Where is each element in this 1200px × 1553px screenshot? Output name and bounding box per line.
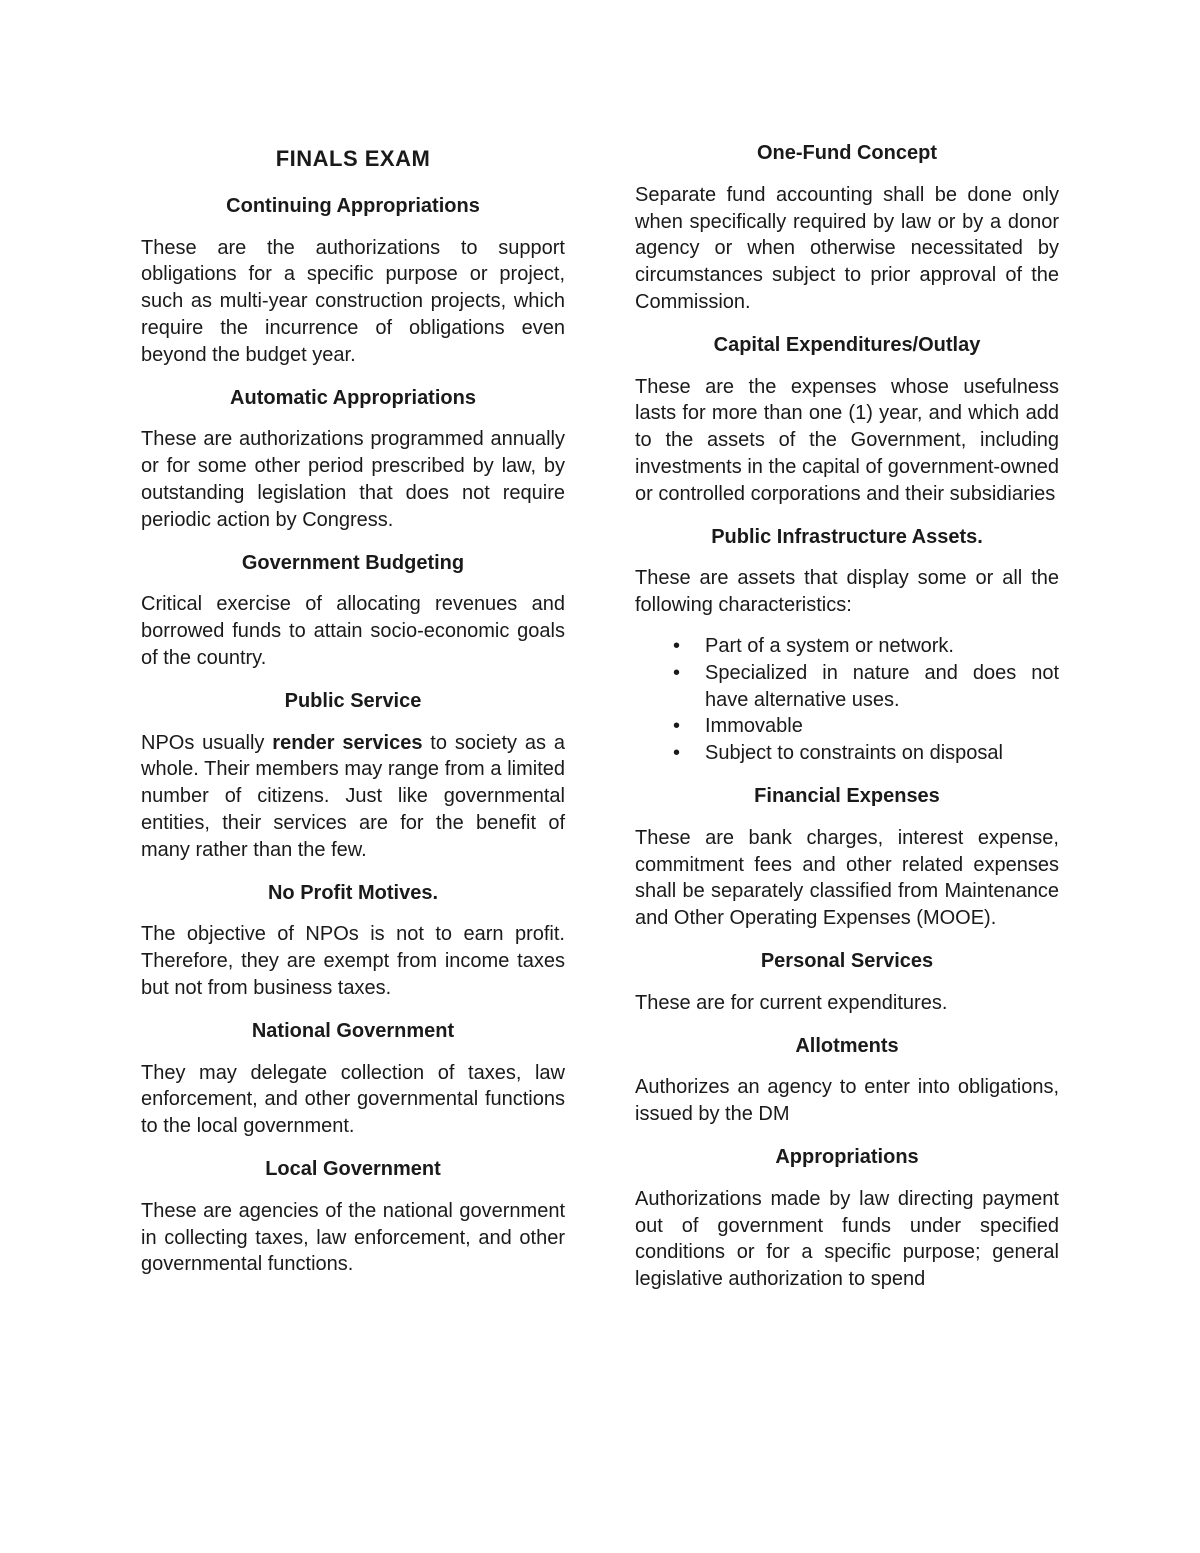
section-body: The objective of NPOs is not to earn profit. Therefore, they are exempt from income taxes but not from business taxes. bbox=[141, 923, 565, 999]
section-public-service bbox=[141, 688, 565, 864]
section-heading: Allotments bbox=[795, 1034, 899, 1057]
section-heading: One-Fund Concept bbox=[757, 142, 937, 164]
bullet-icon: • bbox=[673, 715, 681, 738]
section-heading: Personal Services bbox=[760, 949, 934, 972]
right-column bbox=[635, 140, 1059, 1309]
list-item bbox=[635, 740, 1059, 767]
section-heading: Continuing Appropriations bbox=[226, 194, 480, 217]
section-body bbox=[141, 730, 565, 864]
section-body: Separate fund accounting shall be done only when specifically required by law or by a donor agency or when otherwise necessitated by circumstances subject to prior approval of the Commission. bbox=[635, 183, 1059, 313]
list-item bbox=[635, 660, 1059, 714]
section-personal-services bbox=[635, 948, 1059, 1017]
bullet-icon: • bbox=[673, 742, 681, 765]
section-one-fund-concept bbox=[635, 140, 1059, 316]
section-continuing-appropriations bbox=[141, 193, 565, 369]
list-item-text: Specialized in nature and does not have alternative uses. bbox=[705, 661, 1059, 711]
section-local-government bbox=[141, 1156, 565, 1278]
section-heading: No Profit Motives. bbox=[267, 881, 438, 904]
section-body: These are assets that display some or all the following characteristics: bbox=[635, 567, 1059, 617]
section-body: They may delegate collection of taxes, law enforcement, and other governmental functions to the local government. bbox=[141, 1061, 565, 1138]
section-heading: Public Infrastructure Assets. bbox=[711, 525, 983, 548]
section-body: Authorizations made by law directing payment out of government funds under specified conditions or for a specific purpose; general legislative authorization to spend bbox=[635, 1187, 1059, 1291]
characteristics-list bbox=[635, 633, 1059, 767]
section-heading: Government Budgeting bbox=[241, 551, 465, 574]
list-item bbox=[635, 633, 1059, 660]
section-automatic-appropriations bbox=[141, 385, 565, 534]
section-capital-expenditures bbox=[635, 332, 1059, 508]
body-text: NPOs usually bbox=[141, 731, 273, 754]
section-body: Critical exercise of allocating revenues and borrowed funds to attain socio-economic goals of the country. bbox=[141, 593, 565, 669]
section-body: These are authorizations programmed annually or for some other period prescribed by law, by outstanding legislation that does not require periodic action by Congress. bbox=[141, 428, 565, 531]
section-no-profit-motives bbox=[141, 880, 565, 1002]
body-bold-text: render services bbox=[272, 731, 423, 754]
section-government-budgeting bbox=[141, 550, 565, 672]
section-heading: Public Service bbox=[284, 689, 422, 712]
section-heading: National Government bbox=[251, 1019, 455, 1042]
document-title: FINALS EXAM bbox=[275, 146, 431, 171]
section-allotments bbox=[635, 1033, 1059, 1128]
left-column bbox=[141, 140, 565, 1294]
bullet-icon: • bbox=[673, 634, 681, 657]
section-heading: Local Government bbox=[265, 1157, 441, 1180]
section-body: These are agencies of the national government in collecting taxes, law enforcement, and other governmental functions. bbox=[141, 1199, 565, 1276]
list-item-text: Subject to constraints on disposal bbox=[705, 742, 1003, 765]
section-appropriations bbox=[635, 1144, 1059, 1293]
section-body: Authorizes an agency to enter into obligations, issued by the DM bbox=[635, 1076, 1059, 1126]
section-financial-expenses bbox=[635, 783, 1059, 932]
section-body: These are the authorizations to support obligations for a specific purpose or project, such as multi-year construction projects, which require the incurrence of obligations even beyond the budget year. bbox=[141, 236, 565, 366]
section-public-infrastructure-assets bbox=[635, 524, 1059, 767]
section-heading: Capital Expenditures/Outlay bbox=[713, 333, 981, 356]
list-item-text: Immovable bbox=[705, 715, 803, 738]
section-body: These are bank charges, interest expense, commitment fees and other related expenses shall be separately classified from Maintenance and Other Operating Expenses (MOOE). bbox=[635, 826, 1059, 930]
section-national-government bbox=[141, 1018, 565, 1140]
section-body: These are for current expenditures. bbox=[635, 991, 948, 1014]
list-item bbox=[635, 713, 1059, 740]
section-body: These are the expenses whose usefulness lasts for more than one (1) year, and which add to the assets of the Government, including investments in the capital of government-owned or controlled corporations and their subsidiaries bbox=[635, 375, 1059, 505]
section-heading: Financial Expenses bbox=[754, 784, 940, 807]
bullet-icon: • bbox=[673, 661, 681, 684]
body-text: to society as a whole. Their members may range from a limited number of citizens. Just like governmental entities, their services are for the benefit of many rather than the few. bbox=[141, 731, 565, 861]
section-heading: Automatic Appropriations bbox=[230, 386, 476, 409]
section-heading: Appropriations bbox=[775, 1145, 919, 1168]
list-item-text: Part of a system or network. bbox=[705, 634, 954, 657]
